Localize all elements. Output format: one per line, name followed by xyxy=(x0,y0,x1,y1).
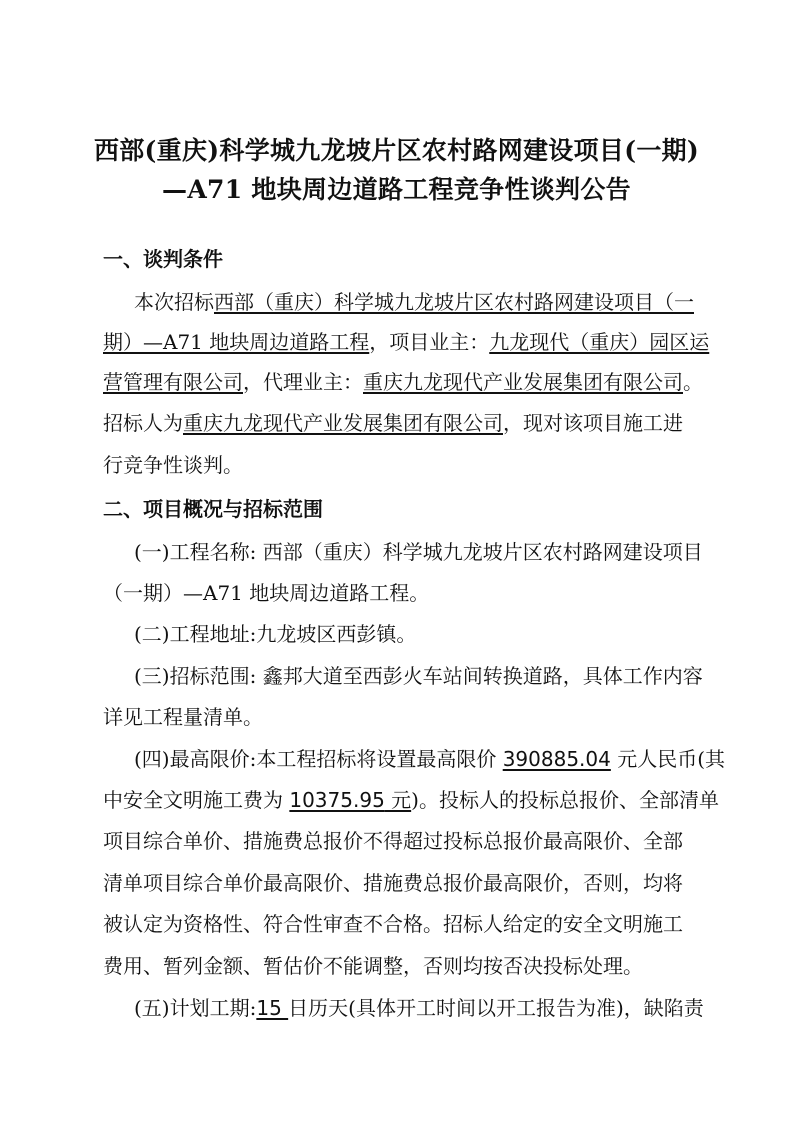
text-span: 元人民币(其 xyxy=(610,747,726,771)
paragraph-line: 被认定为资格性、符合性审查不合格。招标人给定的安全文明施工 xyxy=(103,912,683,936)
tenderer-name-underlined: 重庆九龙现代产业发展集团有限公司 xyxy=(183,411,503,435)
text-span: 中安全文明施工费为 xyxy=(103,788,290,812)
project-name-underlined: 期）—A71 地块周边道路工程 xyxy=(103,330,370,354)
paragraph-line xyxy=(103,329,709,355)
section-heading-1: 一、谈判条件 xyxy=(103,247,223,271)
agent-name-underlined: 重庆九龙现代产业发展集团有限公司 xyxy=(363,370,683,394)
project-name-underlined: 西部（重庆）科学城九龙坡片区农村路网建设项目（一 xyxy=(214,290,694,314)
owner-name-underlined: 九龙现代（重庆）园区运 xyxy=(489,330,710,354)
text-span: (四)最高限价:本工程招标将设置最高限价 xyxy=(134,747,503,771)
paragraph-line xyxy=(134,289,694,315)
paragraph-line: 费用、暂列金额、暂估价不能调整，否则均按否决投标处理。 xyxy=(103,954,643,978)
safety-fee-value: 10375.95 xyxy=(289,788,385,812)
text-span: ，项目业主： xyxy=(369,330,490,354)
paragraph-line xyxy=(134,746,725,772)
paragraph-line xyxy=(103,369,703,395)
text-span: 。 xyxy=(683,370,703,394)
document-title-line-2: —A71 地块周边道路工程竞争性谈判公告 xyxy=(162,175,631,204)
paragraph-line: （一期）—A71 地块周边道路工程。 xyxy=(103,581,430,605)
paragraph-line: (一)工程名称: 西部（重庆）科学城九龙坡片区农村路网建设项目 xyxy=(134,540,703,564)
text-span: ，代理业主： xyxy=(243,370,363,394)
paragraph-line: 行竞争性谈判。 xyxy=(103,453,243,477)
document-title-line-1: 西部(重庆)科学城九龙坡片区农村路网建设项目(一期) xyxy=(93,136,700,165)
paragraph-line xyxy=(103,410,683,436)
text-span: )。投标人的投标总报价、全部清单 xyxy=(411,788,719,812)
max-price-value: 390885.04 xyxy=(502,747,611,771)
paragraph-line: (三)招标范围: 鑫邦大道至西彭火车站间转换道路，具体工作内容 xyxy=(134,664,703,688)
schedule-days-value: 15 xyxy=(256,996,289,1020)
text-span: (五)计划工期: xyxy=(134,996,257,1020)
text-span: 本次招标 xyxy=(134,290,214,314)
text-span: ，现对该项目施工进 xyxy=(503,411,683,435)
safety-fee-unit: 元 xyxy=(384,788,412,812)
owner-name-underlined: 营管理有限公司 xyxy=(103,370,243,394)
paragraph-line xyxy=(134,995,704,1021)
paragraph-line: 项目综合单价、措施费总报价不得超过投标总报价最高限价、全部 xyxy=(103,829,683,853)
text-span: 日历天(具体开工时间以开工报告为准)，缺陷责 xyxy=(288,996,704,1020)
paragraph-line: (二)工程地址:九龙坡区西彭镇。 xyxy=(134,622,417,646)
paragraph-line: 清单项目综合单价最高限价、措施费总报价最高限价，否则，均将 xyxy=(103,871,683,895)
paragraph-line xyxy=(103,787,719,813)
paragraph-line: 详见工程量清单。 xyxy=(103,705,263,729)
section-heading-2: 二、项目概况与招标范围 xyxy=(103,497,323,521)
text-span: 招标人为 xyxy=(103,411,183,435)
